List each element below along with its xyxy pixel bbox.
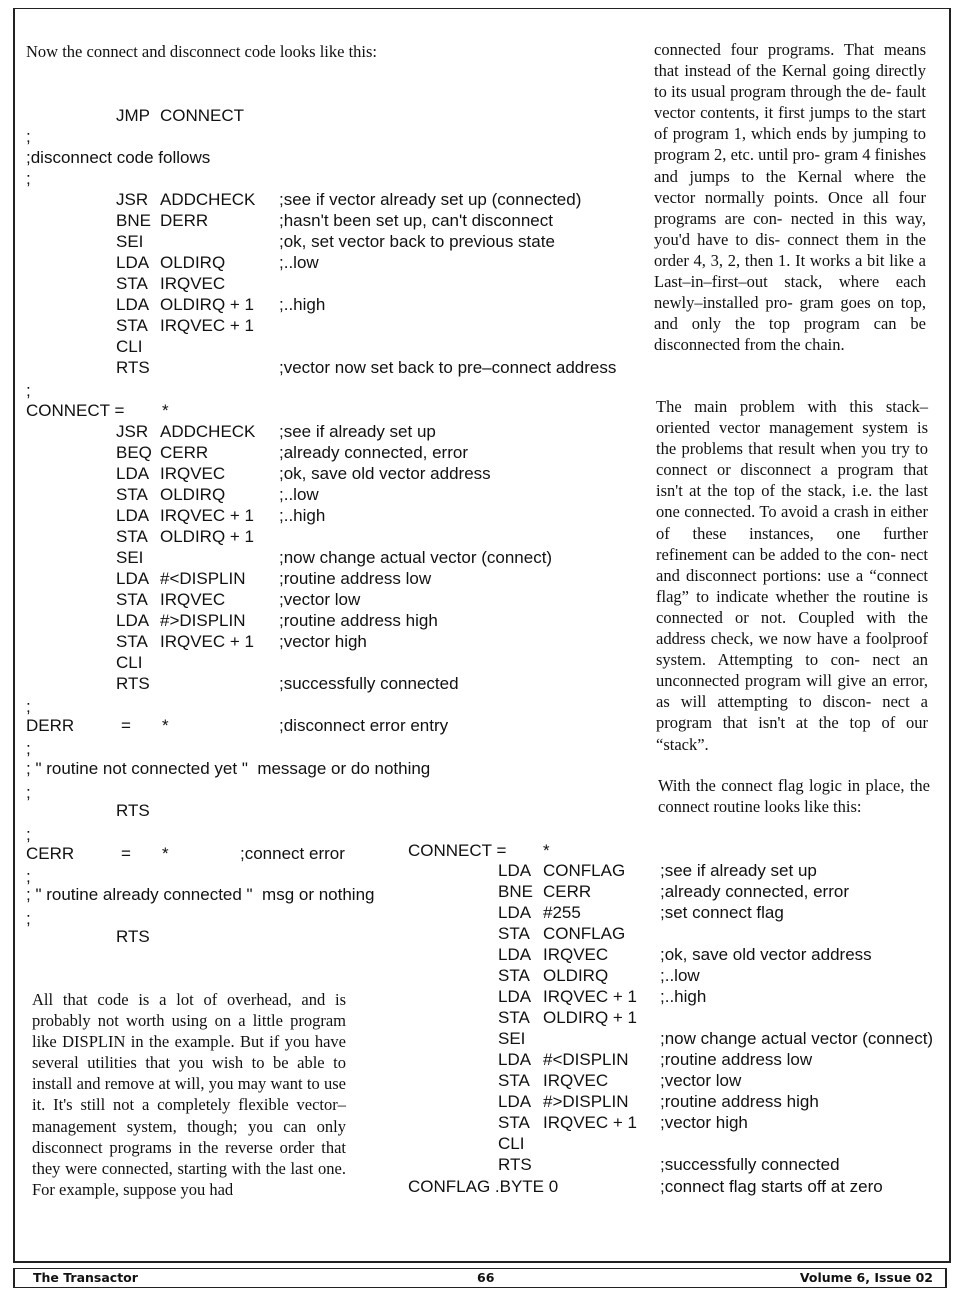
code-opcode: STA: [116, 274, 148, 293]
code-line: [0, 902, 960, 923]
code-label: DERR: [26, 716, 75, 735]
code-label: ;: [26, 169, 31, 188]
code-opcode: STA: [116, 316, 148, 335]
code-label: CERR: [26, 844, 75, 863]
code-operand: DERR: [160, 211, 209, 230]
code-opcode: RTS: [116, 358, 150, 377]
code-opcode: RTS: [116, 801, 150, 820]
code-comment: ;vector low: [660, 1071, 742, 1090]
code-operand: OLDIRQ: [543, 966, 609, 985]
code-label: ;: [26, 825, 31, 844]
right-paragraph-1-text: connected four programs. That means that instead of the Kernal going directly to its usual program through the de- fault vector contents, it first jumps to the start of program 1, which ends by jumping to program 2, etc. until pro- gram 4 finishes and jumps to the Kernal where the vector normally points. Once all four programs are con- nected in this way, you'd have to dis- connect them in the order 4, 3, 2, then 1. It works a bit like a Last–in–first–out stack, where each newly–installed pro- gram goes on top, and only the top program can be disconnected from the chain.: [654, 40, 926, 355]
code-opcode: STA: [498, 1008, 530, 1027]
code-label: CONNECT =: [408, 841, 507, 860]
code-opcode: STA: [498, 1113, 530, 1132]
code-operand: CONFLAG: [543, 924, 626, 943]
code-operand: IRQVEC: [543, 945, 609, 964]
code-line: [0, 1070, 960, 1091]
code-operand: CERR: [160, 443, 209, 462]
code-opcode: BNE: [116, 211, 151, 230]
code-comment: ;vector high: [279, 632, 367, 651]
code-comment: ;ok, save old vector address: [660, 945, 872, 964]
code-label: ;: [26, 381, 31, 400]
code-comment: ;see if already set up: [660, 861, 817, 880]
code-comment: ;..low: [279, 253, 319, 272]
code-comment: ;ok, set vector back to previous state: [279, 232, 555, 251]
code-opcode: SEI: [116, 548, 144, 567]
code-opcode: SEI: [498, 1029, 526, 1048]
code-operand: IRQVEC: [543, 1071, 609, 1090]
code-comment: ;see if already set up: [279, 422, 436, 441]
code-operand: OLDIRQ + 1: [543, 1008, 638, 1027]
code-line: [0, 1007, 960, 1028]
intro-text: Now the connect and disconnect code looks like this:: [26, 42, 377, 61]
code-opcode: SEI: [116, 232, 144, 251]
code-comment: ;routine address high: [279, 611, 438, 630]
code-label: ; " routine not connected yet " message or do nothing: [26, 759, 431, 778]
code-opcode: JSR: [116, 190, 149, 209]
code-opcode: LDA: [498, 987, 532, 1006]
code-opcode: CLI: [116, 337, 143, 356]
code-opcode: STA: [116, 485, 148, 504]
code-operand: CERR: [543, 882, 592, 901]
code-comment: ;ok, save old vector address: [279, 464, 491, 483]
code-operand: OLDIRQ + 1: [160, 295, 255, 314]
code-label: ;disconnect code follows: [26, 148, 211, 167]
code-operand: *: [543, 841, 550, 860]
code-opcode: LDA: [116, 253, 150, 272]
code-opcode: STA: [498, 1071, 530, 1090]
code-comment: ;already connected, error: [279, 443, 468, 462]
code-operand: #<DISPLIN: [543, 1050, 629, 1069]
code-line: [0, 357, 960, 378]
code-operand: *: [162, 401, 169, 420]
code-opcode: JSR: [116, 422, 149, 441]
code-opcode: LDA: [498, 1050, 532, 1069]
code-opcode: LDA: [116, 506, 150, 525]
code-line: [0, 1176, 960, 1197]
code-operand: #>DISPLIN: [160, 611, 246, 630]
code-comment: ;now change actual vector (connect): [660, 1029, 934, 1048]
code-opcode: STA: [498, 924, 530, 943]
code-operand: IRQVEC: [160, 590, 226, 609]
code-line: [0, 1028, 960, 1049]
code-comment: ;disconnect error entry: [279, 716, 449, 735]
code-opcode: LDA: [116, 464, 150, 483]
code-line: [0, 840, 960, 861]
code-comment: ;set connect flag: [660, 903, 784, 922]
code-label: ;: [26, 127, 31, 146]
code-opcode: LDA: [116, 295, 150, 314]
code-operand: IRQVEC + 1: [543, 987, 638, 1006]
code-line: [0, 965, 960, 986]
right-paragraph-3-text: With the connect flag logic in place, the connect routine looks like this:: [658, 776, 930, 817]
code-comment: ;..high: [279, 506, 326, 525]
code-operand: ADDCHECK: [160, 190, 256, 209]
code-opcode: LDA: [498, 1092, 532, 1111]
code-opcode: LDA: [498, 945, 532, 964]
right-paragraph-2: [656, 396, 928, 755]
code-operand: IRQVEC + 1: [543, 1113, 638, 1132]
code-opcode: LDA: [116, 569, 150, 588]
code-label: CONFLAG .BYTE 0: [408, 1177, 559, 1196]
code-comment: ;routine address low: [660, 1050, 813, 1069]
code-operand: OLDIRQ + 1: [160, 527, 255, 546]
code-opcode: =: [121, 844, 131, 863]
code-comment: ;routine address high: [660, 1092, 819, 1111]
code-comment: ;vector high: [660, 1113, 748, 1132]
code-opcode: STA: [116, 527, 148, 546]
code-label: ;: [26, 909, 31, 928]
code-operand: #>DISPLIN: [543, 1092, 629, 1111]
code-opcode: LDA: [498, 903, 532, 922]
code-comment: ;successfully connected: [279, 674, 459, 693]
code-opcode: STA: [116, 590, 148, 609]
page-footer: [13, 1268, 947, 1288]
code-line: [0, 1154, 960, 1175]
code-line: [0, 881, 960, 902]
code-operand: IRQVEC: [160, 464, 226, 483]
code-line: [0, 860, 960, 881]
code-operand: IRQVEC: [160, 274, 226, 293]
code-comment: ;already connected, error: [660, 882, 849, 901]
code-comment: ;vector now set back to pre–connect address: [279, 358, 617, 377]
code-opcode: JMP: [116, 106, 150, 125]
code-opcode: RTS: [116, 927, 150, 946]
issue-label: Volume 6, Issue 02: [799, 1270, 933, 1285]
code-label: CONNECT =: [26, 401, 125, 420]
code-opcode: STA: [116, 632, 148, 651]
code-opcode: STA: [498, 966, 530, 985]
code-opcode: RTS: [498, 1155, 532, 1174]
code-line: [0, 1133, 960, 1154]
code-comment: ;..low: [279, 485, 319, 504]
left-body-text: All that code is a lot of overhead, and is probably not worth using on a little program like DISPLIN in the example. But if you have several utilities that you wish to be able to install and remove at will, you may want to use it. It's still not a completely flexible vector–management system, though; you can only disconnect programs in the reverse order that they were connected, starting with the last one. For example, suppose you had: [32, 990, 346, 1199]
code-opcode: CLI: [116, 653, 143, 672]
right-paragraph-2-text: The main problem with this stack– oriented vector management system is the problems that result when you try to connect or disconnect a program that isn't at the top of the stack, i.e. the last one connected. To avoid a crash in either of these instances, one further refinement can be added to the con- nect and disconnect portions: use a “connect flag” to indicate whether the routine is connected or not. Coupled with the address check, we now have a foolproof system. Attempting to con- nect an unconnected program will give an error, as will attempting to discon- nect a program that isn't at the top of our “stack”.: [656, 397, 928, 754]
code-opcode: LDA: [498, 861, 532, 880]
code-operand: OLDIRQ: [160, 253, 226, 272]
page-number: 66: [477, 1270, 495, 1285]
code-line: [0, 1049, 960, 1070]
code-operand: #255: [543, 903, 581, 922]
code-comment: ;..low: [660, 966, 700, 985]
right-paragraph-1: [654, 39, 926, 355]
code-line: [0, 923, 960, 944]
code-opcode: LDA: [116, 611, 150, 630]
code-opcode: =: [121, 716, 131, 735]
code-opcode: CLI: [498, 1134, 525, 1153]
code-opcode: BEQ: [116, 443, 152, 462]
code-comment: ;hasn't been set up, can't disconnect: [279, 211, 553, 230]
code-label: ;: [26, 739, 31, 758]
code-operand: #<DISPLIN: [160, 569, 246, 588]
code-comment: ;successfully connected: [660, 1155, 840, 1174]
code-operand: IRQVEC + 1: [160, 316, 255, 335]
code-comment: ;..high: [660, 987, 707, 1006]
code-comment: ;see if vector already set up (connected): [279, 190, 582, 209]
code-operand: *: [162, 844, 169, 863]
code-comment: ;connect error: [240, 844, 345, 863]
code-label: ;: [26, 697, 31, 716]
code-comment: ;routine address low: [279, 569, 432, 588]
code-operand: IRQVEC + 1: [160, 506, 255, 525]
code-label: ;: [26, 867, 31, 886]
code-comment: ;..high: [279, 295, 326, 314]
code-operand: *: [162, 716, 169, 735]
intro-paragraph: [26, 41, 426, 62]
publication-name: The Transactor: [33, 1270, 138, 1285]
code-comment: ;now change actual vector (connect): [279, 548, 553, 567]
code-comment: ;vector low: [279, 590, 361, 609]
code-operand: OLDIRQ: [160, 485, 226, 504]
code-label: ; " routine already connected " msg or nothing: [26, 885, 375, 904]
code-opcode: BNE: [498, 882, 533, 901]
code-operand: CONFLAG: [543, 861, 626, 880]
code-line: [0, 944, 960, 965]
code-operand: ADDCHECK: [160, 422, 256, 441]
code-label: ;: [26, 783, 31, 802]
code-operand: IRQVEC + 1: [160, 632, 255, 651]
right-paragraph-3: [658, 775, 930, 817]
code-operand: CONNECT: [160, 106, 245, 125]
code-opcode: RTS: [116, 674, 150, 693]
code-line: [0, 986, 960, 1007]
code-line: [0, 1112, 960, 1133]
code-line: [0, 1091, 960, 1112]
code-comment: ;connect flag starts off at zero: [660, 1177, 883, 1196]
